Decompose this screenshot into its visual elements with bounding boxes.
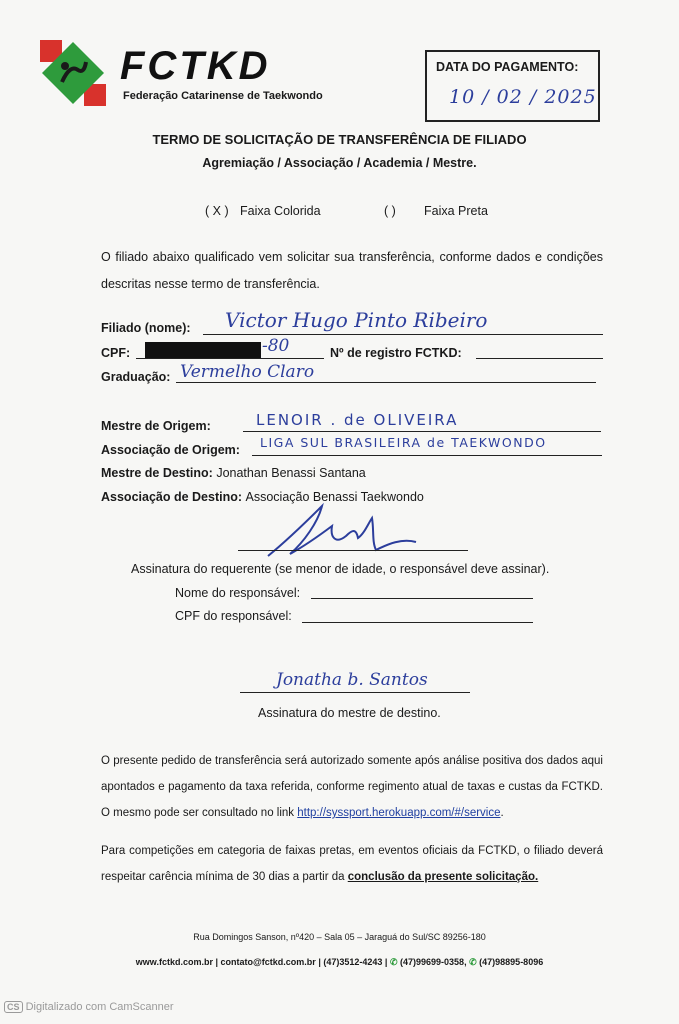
mestre-destino-label: Mestre de Destino: — [101, 466, 213, 480]
scanner-watermark — [4, 1001, 174, 1013]
requerente-caption: Assinatura do requerente (se menor de idade, o responsável deve assinar). — [131, 562, 550, 576]
cpf-redaction — [145, 342, 261, 358]
footer-whatsapp-1: (47)99699-0358, — [400, 957, 467, 967]
assoc-destino-label: Associação de Destino: — [101, 490, 243, 504]
whatsapp-icon: ✆ — [389, 957, 398, 967]
competition-underlined: conclusão da presente solicitação. — [347, 871, 539, 883]
document-title: TERMO DE SOLICITAÇÃO DE TRANSFERÊNCIA DE FILIADO — [152, 132, 527, 147]
whatsapp-icon: ✆ — [469, 957, 477, 967]
notice-text: O presente pedido de transferência será autorizado somente após análise positiva dos dados aqui apontados e pagamento da taxa referida, conforme regimento atual de taxas e custas da FCTKD. O mesmo pode ser consultado no link — [101, 755, 603, 819]
registro-line — [476, 358, 603, 359]
footer-address: Rua Domingos Sanson, nº420 – Sala 05 – Jaraguá do Sul/SC 89256-180 — [193, 932, 486, 942]
footer-site: www.fctkd.com.br — [135, 957, 213, 967]
graduacao-value: Vermelho Claro — [180, 362, 315, 382]
filiado-label: Filiado (nome): — [101, 321, 191, 335]
mestre-origem-value: LENOIR . de OLIVEIRA — [256, 411, 459, 429]
filiado-line — [203, 334, 603, 335]
brand-subtitle: Federação Catarinense de Taekwondo — [123, 90, 323, 102]
payment-date-value: 10 / 02 / 2025 — [449, 86, 597, 108]
mestre-destino-value: Jonathan Benassi Santana — [216, 466, 366, 480]
assoc-origem-label: Associação de Origem: — [101, 443, 240, 457]
assoc-origem-value: LIGA SUL BRASILEIRA de TAEKWONDO — [260, 435, 547, 450]
competition-text: Para competições em categoria de faixas pretas, em eventos oficiais da FCTKD, o filiado deverá respeitar carência mínima de 30 dias a partir da — [101, 845, 603, 883]
mestre-caption: Assinatura do mestre de destino. — [258, 706, 441, 720]
assoc-destino-value: Associação Benassi Taekwondo — [245, 490, 424, 504]
cpf-responsavel-label: CPF do responsável: — [175, 609, 292, 623]
payment-date-box — [425, 50, 600, 122]
footer-whatsapp-2: (47)98895-8096 — [479, 957, 544, 967]
payment-date-label: DATA DO PAGAMENTO: — [436, 60, 579, 74]
notice-paragraph — [101, 748, 603, 826]
requerente-signature-line — [238, 550, 468, 551]
intro-paragraph: O filiado abaixo qualificado vem solicitar sua transferência, conforme dados e condições descritas nesse termo de transferência. — [101, 250, 603, 291]
colorida-label: Faixa Colorida — [240, 204, 321, 218]
cpf-line — [136, 358, 324, 359]
mestre-signature-line — [240, 692, 470, 693]
mestre-origem-line — [243, 431, 601, 432]
mestre-destino-row — [101, 466, 366, 480]
assoc-origem-line — [252, 455, 602, 456]
notice-end: . — [500, 807, 504, 819]
footer-contacts: www.fctkd.com.br | contato@fctkd.com.br | (47)3512-4243 | ✆ (47)99699-0358, ✆ (47)98895-8096 — [135, 957, 544, 967]
cpf-label: CPF: — [101, 346, 131, 360]
cpf-value: -80 — [262, 336, 290, 356]
colorida-checkbox: ( X ) — [205, 204, 229, 218]
nome-responsavel-line — [311, 598, 533, 599]
graduacao-label: Graduação: — [101, 370, 171, 384]
registro-label: Nº de registro FCTKD: — [330, 346, 462, 360]
footer-email: contato@fctkd.com.br — [220, 957, 316, 967]
footer-phone: (47)3512-4243 — [323, 957, 383, 967]
cpf-responsavel-line — [302, 622, 533, 623]
mestre-signature: Jonatha b. Santos — [276, 670, 428, 690]
service-link[interactable]: http://syssport.herokuapp.com/#/service — [297, 807, 501, 819]
camscanner-icon: CS — [4, 1001, 23, 1013]
filiado-value: Victor Hugo Pinto Ribeiro — [225, 308, 488, 332]
fctkd-logo-icon — [40, 40, 106, 106]
document-subtitle: Agremiação / Associação / Academia / Mestre. — [202, 156, 477, 170]
mestre-origem-label: Mestre de Origem: — [101, 419, 211, 433]
scanner-text: Digitalizado com CamScanner — [25, 1001, 174, 1013]
nome-responsavel-label: Nome do responsável: — [175, 586, 301, 600]
competition-paragraph — [101, 838, 603, 890]
preta-label: Faixa Preta — [424, 204, 488, 218]
graduacao-line — [176, 382, 596, 383]
preta-checkbox: ( ) — [384, 204, 396, 218]
requerente-signature-icon — [260, 498, 430, 564]
brand-name: FCTKD — [120, 44, 271, 88]
